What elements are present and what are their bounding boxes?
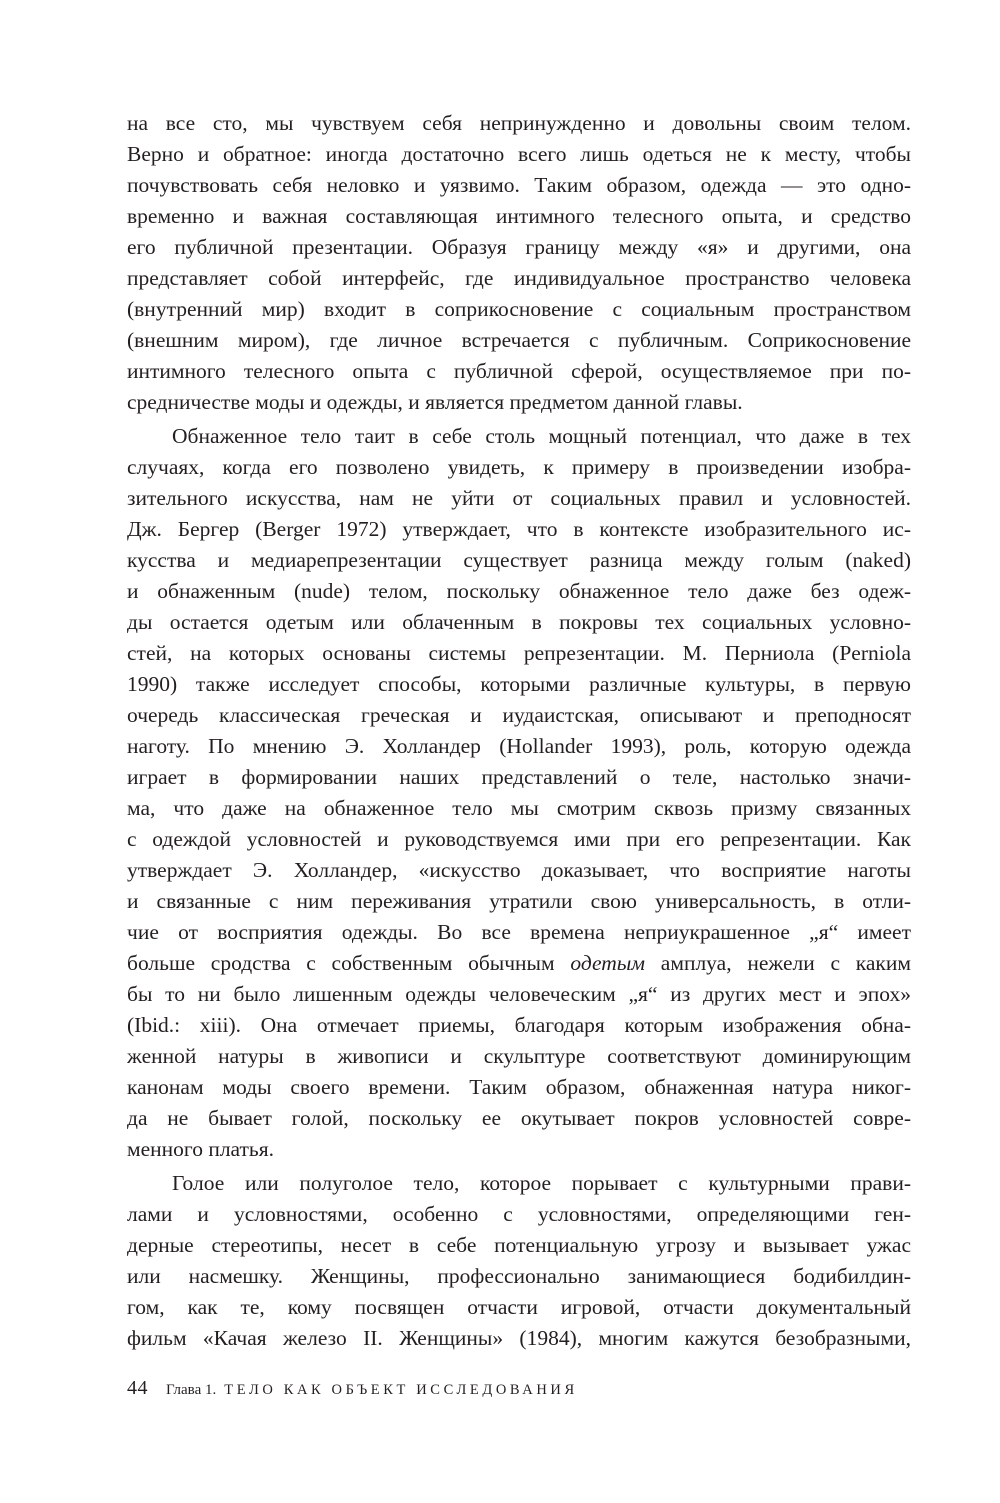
text-line: менного платья. bbox=[127, 1137, 275, 1161]
text-line: кусства и медиарепрезентации существует разница между голым (naked) bbox=[127, 548, 911, 572]
text-line: канонам моды своего времени. Таким образом, обнаженная натура никог- bbox=[127, 1075, 911, 1099]
text-line: его публичной презентации. Образуя границу между «я» и другими, она bbox=[127, 235, 911, 259]
text-line: чие от восприятия одежды. Во все времена неприукрашенное „я“ имеет bbox=[127, 920, 911, 944]
text-line: и связанные с ним переживания утратили свою универсальность, в отли- bbox=[127, 889, 911, 913]
text-line: да не бывает голой, поскольку ее окутывает покров условностей совре- bbox=[127, 1106, 911, 1130]
text-line: больше сродства с собственным обычным одетым амплуа, нежели с каким bbox=[127, 951, 911, 975]
text-line: очередь классическая греческая и иудаистская, описывают и преподносят bbox=[127, 703, 911, 727]
text-line: и обнаженным (nude) телом, поскольку обнаженное тело даже без одеж- bbox=[127, 579, 911, 603]
text-line: с одеждой условностей и руководствуемся ими при его репрезентации. Как bbox=[127, 827, 911, 851]
text-line: наготу. По мнению Э. Холландер (Hollander 1993), роль, которую одежда bbox=[127, 734, 911, 758]
text-line: представляет собой интерфейс, где индивидуальное пространство человека bbox=[127, 266, 911, 290]
text-line: играет в формировании наших представлений о теле, настолько значи- bbox=[127, 765, 911, 789]
text-line: дерные стереотипы, несет в себе потенциальную угрозу и вызывает ужас bbox=[127, 1233, 911, 1257]
text-line: ды остается одетым или облаченным в покровы тех социальных условно- bbox=[127, 610, 911, 634]
text-line: гом, как те, кому посвящен отчасти игровой, отчасти документальный bbox=[127, 1295, 911, 1319]
text-line: случаях, когда его позволено увидеть, к примеру в произведении изобра- bbox=[127, 455, 911, 479]
text-line: (Ibid.: xiii). Она отмечает приемы, благодаря которым изображения обна- bbox=[127, 1013, 911, 1037]
emphasis-text: одетым bbox=[570, 951, 646, 975]
text-line: Дж. Бергер (Berger 1972) утверждает, что в контексте изобразительного ис- bbox=[127, 517, 911, 541]
text-line: утверждает Э. Холландер, «искусство доказывает, что восприятие наготы bbox=[127, 858, 911, 882]
text-line: (внешним миром), где личное встречается с публичным. Соприкосновение bbox=[127, 328, 911, 352]
text-line: 1990) также исследует способы, которыми различные культуры, в первую bbox=[127, 672, 911, 696]
text-line: на все сто, мы чувствуем себя непринужденно и довольны своим телом. bbox=[127, 111, 911, 135]
text-line: (внутренний мир) входит в соприкосновение с социальным пространством bbox=[127, 297, 911, 321]
text-line: интимного телесного опыта с публичной сферой, осуществляемое при по- bbox=[127, 359, 911, 383]
text-line: временно и важная составляющая интимного телесного опыта, и средство bbox=[127, 204, 911, 228]
paragraph-2 bbox=[127, 421, 911, 1165]
text-line: лами и условностями, особенно с условностями, определяющими ген- bbox=[127, 1202, 911, 1226]
text-line: ма, что даже на обнаженное тело мы смотрим сквозь призму связанных bbox=[127, 796, 911, 820]
page-number: 44 bbox=[127, 1377, 148, 1399]
text-line: стей, на которых основаны системы репрезентации. М. Перниола (Perniola bbox=[127, 641, 911, 665]
text-line: почувствовать себя неловко и уязвимо. Таким образом, одежда — это одно- bbox=[127, 173, 911, 197]
chapter-title: ТЕЛО КАК ОБЪЕКТ ИССЛЕДОВАНИЯ bbox=[224, 1382, 578, 1398]
text-line: Обнаженное тело таит в себе столь мощный потенциал, что даже в тех bbox=[172, 424, 911, 448]
paragraph-1 bbox=[127, 108, 911, 418]
chapter-label: Глава 1. bbox=[166, 1382, 217, 1398]
body-text bbox=[127, 108, 911, 1354]
text-line: Голое или полуголое тело, которое порывает с культурными прави- bbox=[172, 1171, 911, 1195]
paragraph-3 bbox=[127, 1168, 911, 1354]
text-line: бы то ни было лишенным одежды человеческим „я“ из других мест и эпох» bbox=[127, 982, 911, 1006]
text-line: зительного искусства, нам не уйти от социальных правил и условностей. bbox=[127, 486, 911, 510]
text-line: женной натуры в живописи и скульптуре соответствуют доминирующим bbox=[127, 1044, 911, 1068]
text-line: средничестве моды и одежды, и является предметом данной главы. bbox=[127, 390, 743, 414]
text-line: Верно и обратное: иногда достаточно всего лишь одеться не к месту, чтобы bbox=[127, 142, 911, 166]
text-line: фильм «Качая железо II. Женщины» (1984), многим кажутся безобразными, bbox=[127, 1326, 911, 1350]
text-line: или насмешку. Женщины, профессионально занимающиеся бодибилдин- bbox=[127, 1264, 911, 1288]
running-footer bbox=[127, 1373, 578, 1403]
